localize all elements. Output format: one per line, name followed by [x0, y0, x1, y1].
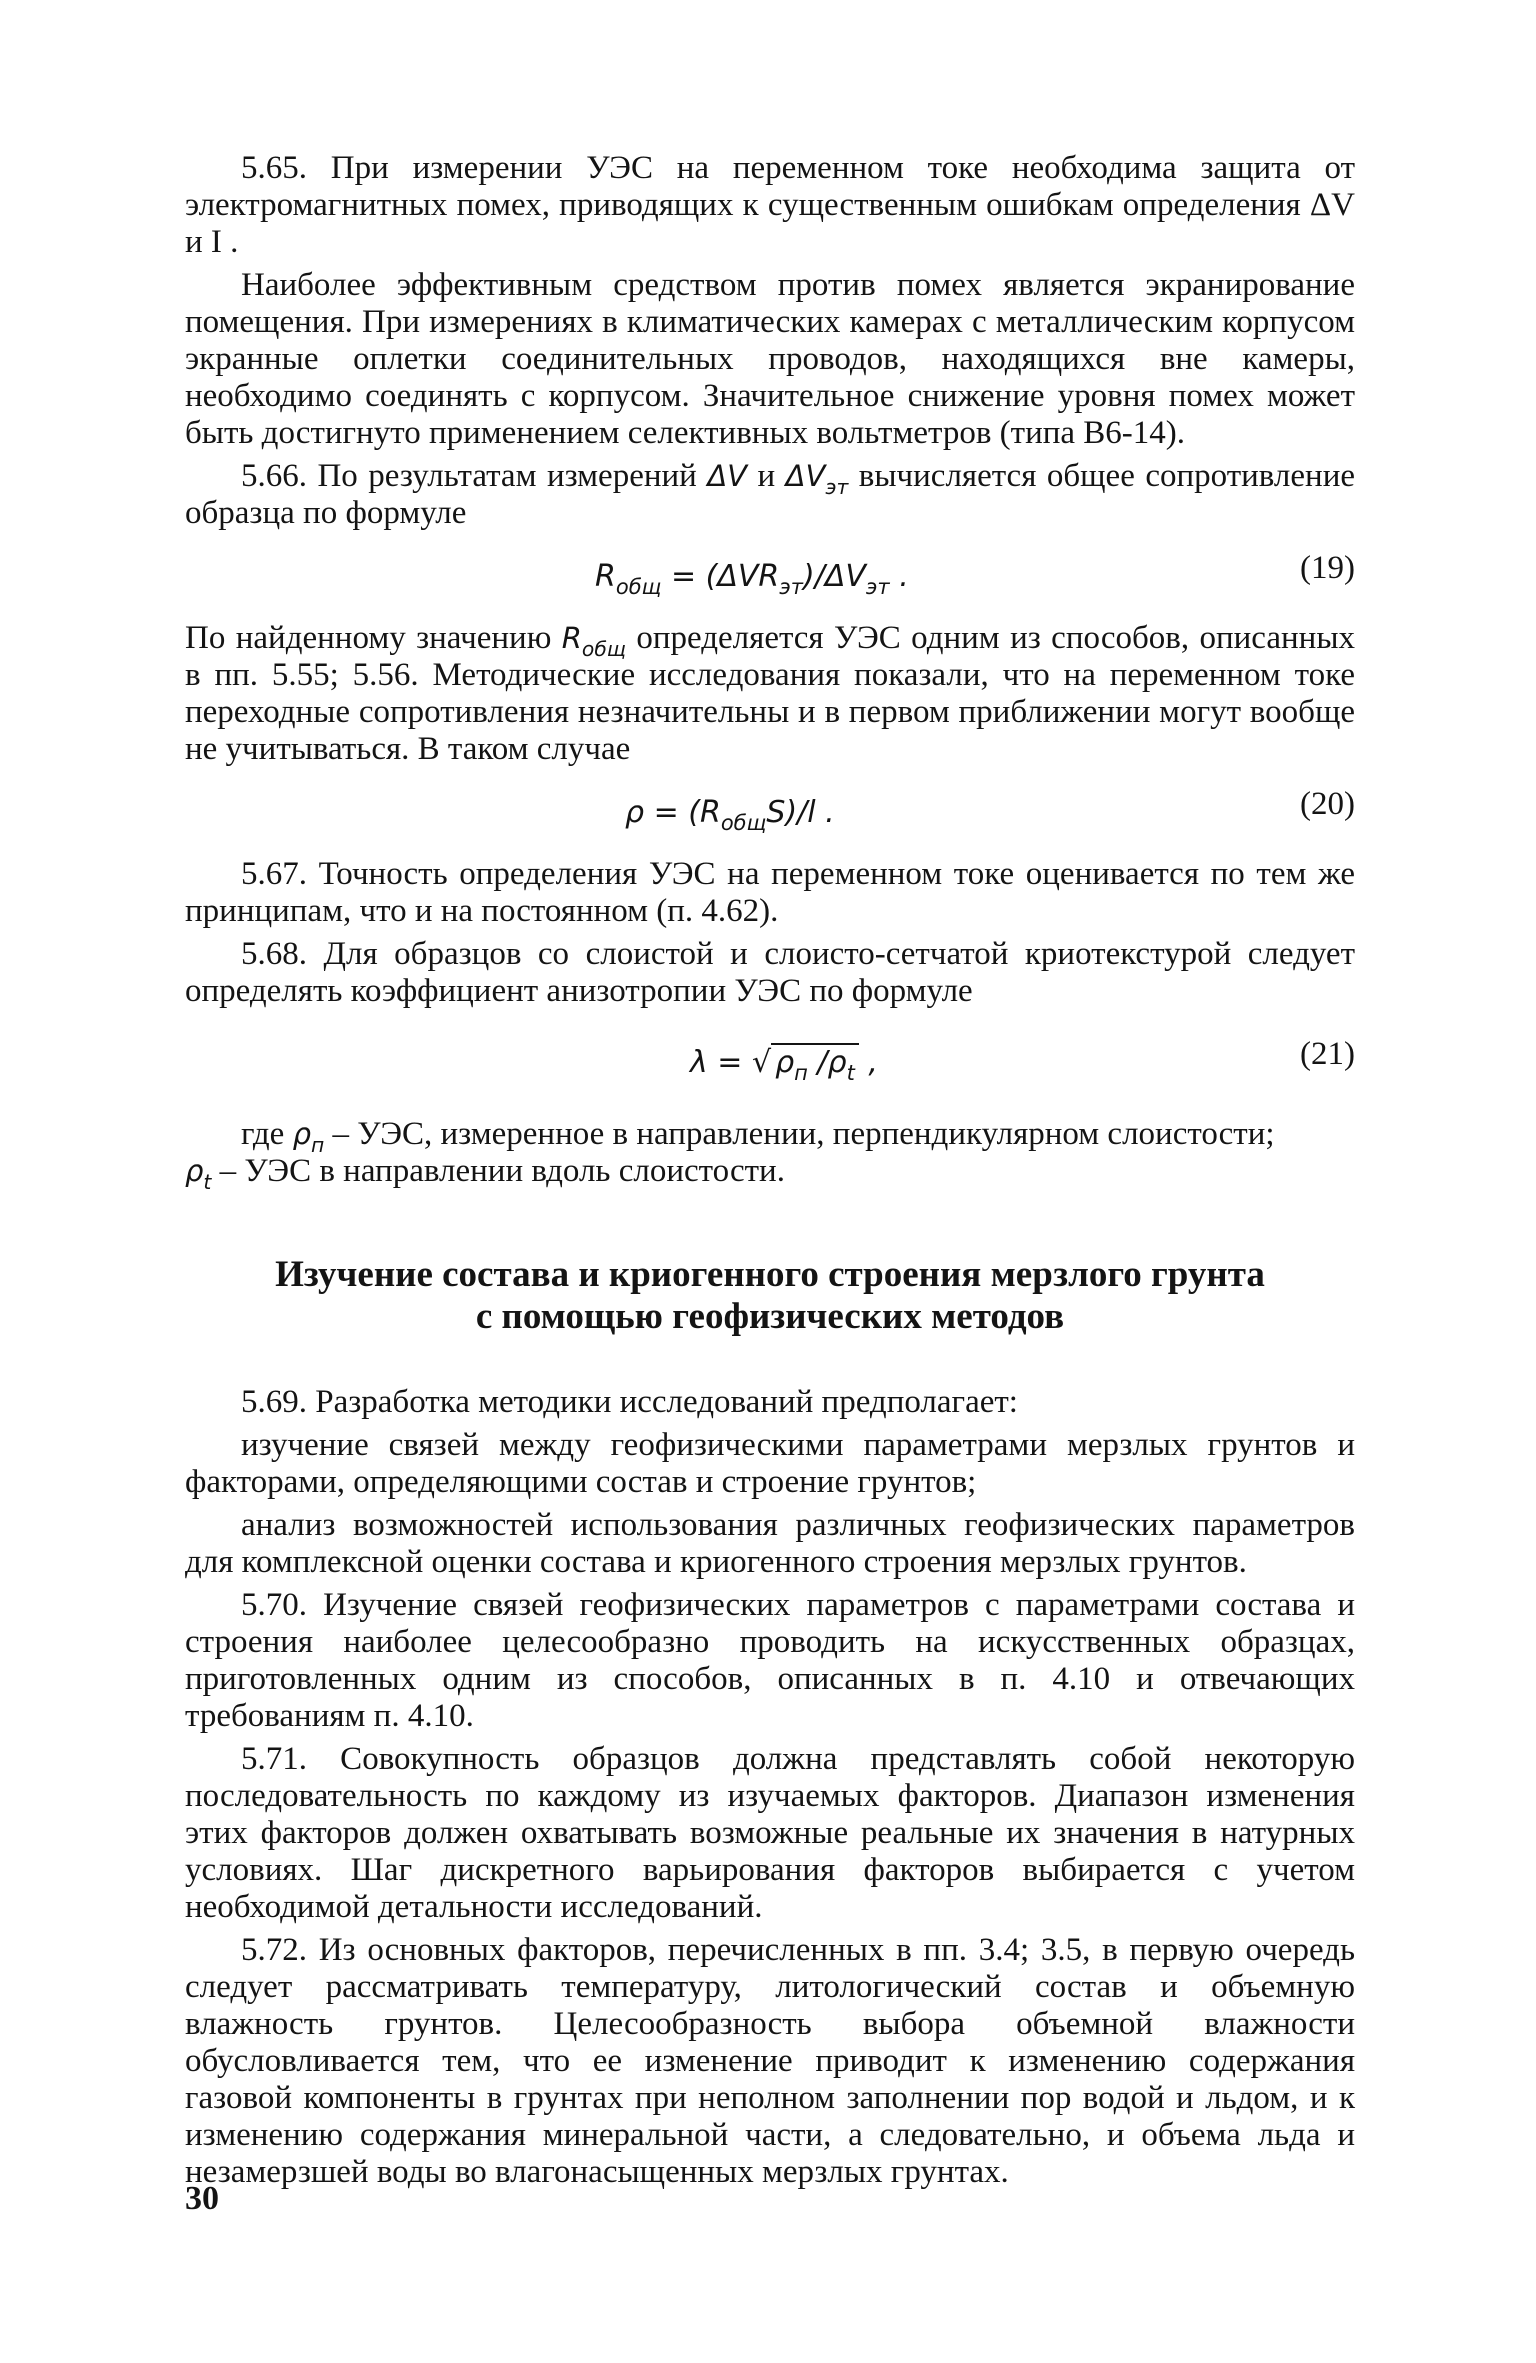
formula-20-expression: $\rho = (R_{общ}S)/l$ . — [625, 795, 835, 835]
legend-rho-t: $\rho_t$ – УЭС в направлении вдоль слоистости. — [185, 1153, 785, 1194]
paragraph-5-66-text-b: и — [757, 458, 776, 494]
section-heading — [185, 1254, 1355, 1338]
paragraph-5-66-after: По найденному значению $R_{общ}$ определяется УЭС одним из способов, описанных в пп. 5.55; 5.56. Методические исследования показали, что на переменном токе переходные сопротивления незначительны и в первом приближении могут вообще не учитываться. В таком случае — [185, 620, 1355, 767]
paragraph-5-69-item-b: анализ возможностей использования различных геофизических параметров для комплексной оценки состава и криогенного строения мерзлых грунтов. — [185, 1507, 1355, 1580]
paragraph-5-71: 5.71. Совокупность образцов должна представлять собой некоторую последовательность по каждому из изучаемых факторов. Диапазон изменения этих факторов должен охватывать возможные реальные их значения в натурных условиях. Шаг дискретного варьирования факторов выбирается с учетом необходимой детальности исследований. — [185, 1741, 1355, 1925]
symbol-r-obsh: $R_{общ}$ — [561, 621, 626, 661]
page-body — [185, 150, 1355, 2197]
paragraph-5-66 — [185, 458, 1355, 532]
symbol-rho-n: $\rho_п$ — [292, 1117, 325, 1157]
formula-21-number: (21) — [1300, 1036, 1355, 1072]
paragraph-5-67: 5.67. Точность определения УЭС на переменном токе оценивается по тем же принципам, что и на постоянном (п. 4.62). — [185, 856, 1355, 929]
paragraph-5-66-text-a: 5.66. По результатам измерений — [241, 458, 697, 494]
formula-20 — [185, 782, 1355, 844]
legend-rho-n: где $\rho_п$ – УЭС, измеренное в направлении, перпендикулярном слоистости; — [241, 1116, 1275, 1157]
page-number: 30 — [185, 2180, 219, 2217]
paragraph-5-68: 5.68. Для образцов со слоистой и слоисто-сетчатой криотекстурой следует определять коэффициент анизотропии УЭС по формуле — [185, 936, 1355, 1009]
formula-19 — [185, 546, 1355, 608]
formula-19-expression: $R_{общ} = (\Delta VR_{эт})/\Delta V_{эт}$ . — [595, 559, 909, 599]
paragraph-5-65-continued: Наиболее эффективным средством против помех является экранирование помещения. При измерениях в климатических камерах с металлическим корпусом экранные оплетки соединительных проводов, находящихся вне камеры, необходимо соединять с корпусом. Значительное снижение уровня помех может быть достигнуто применением селективных вольтметров (типа В6-14). — [185, 267, 1355, 451]
symbol-delta-v-et: $\Delta V_{эт}$ — [785, 459, 849, 499]
formula-21 — [185, 1032, 1355, 1094]
formula-20-number: (20) — [1300, 786, 1355, 822]
paragraph-5-65: 5.65. При измерении УЭС на переменном токе необходима защита от электромагнитных помех, приводящих к существенным ошибкам определения ΔV и I . — [185, 150, 1355, 260]
paragraph-5-70: 5.70. Изучение связей геофизических параметров с параметрами состава и строения наиболее целесообразно проводить на искусственных образцах, приготовленных одним из способов, описанных в п. 4.10 и отвечающих требованиям п. 4.10. — [185, 1587, 1355, 1734]
paragraph-5-72: 5.72. Из основных факторов, перечисленных в пп. 3.4; 3.5, в первую очередь следует рассматривать температуру, литологический состав и объемную влажность грунтов. Целесообразность выбора объемной влажности обусловливается тем, что ее изменение приводит к изменению содержания газовой компоненты в грунтах при неполном заполнении пор водой и льдом, и к изменению содержания минеральной части, а следовательно, и объема льда и незамерзшей воды во влагонасыщенных мерзлых грунтах. — [185, 1932, 1355, 2190]
section-heading-line-1: Изучение состава и криогенного строения мерзлого грунта — [275, 1254, 1265, 1295]
paragraph-5-66-text-c: вычисляется общее сопротивление образца по формуле — [185, 458, 1356, 531]
formula-21-expression: λ = √ $\rho_п$ $/\rho_t$ , — [690, 1045, 878, 1085]
formula-19-number: (19) — [1300, 550, 1355, 586]
section-heading-line-2: с помощью геофизических методов — [475, 1296, 1065, 1337]
paragraph-5-69-item-a: изучение связей между геофизическими параметрами мерзлых грунтов и факторами, определяющими состав и строение грунтов; — [185, 1427, 1355, 1500]
paragraph-5-69: 5.69. Разработка методики исследований предполагает: — [241, 1384, 1018, 1420]
symbol-rho-t: $\rho_t$ — [185, 1154, 212, 1194]
symbol-delta-v: ΔV — [707, 459, 748, 493]
